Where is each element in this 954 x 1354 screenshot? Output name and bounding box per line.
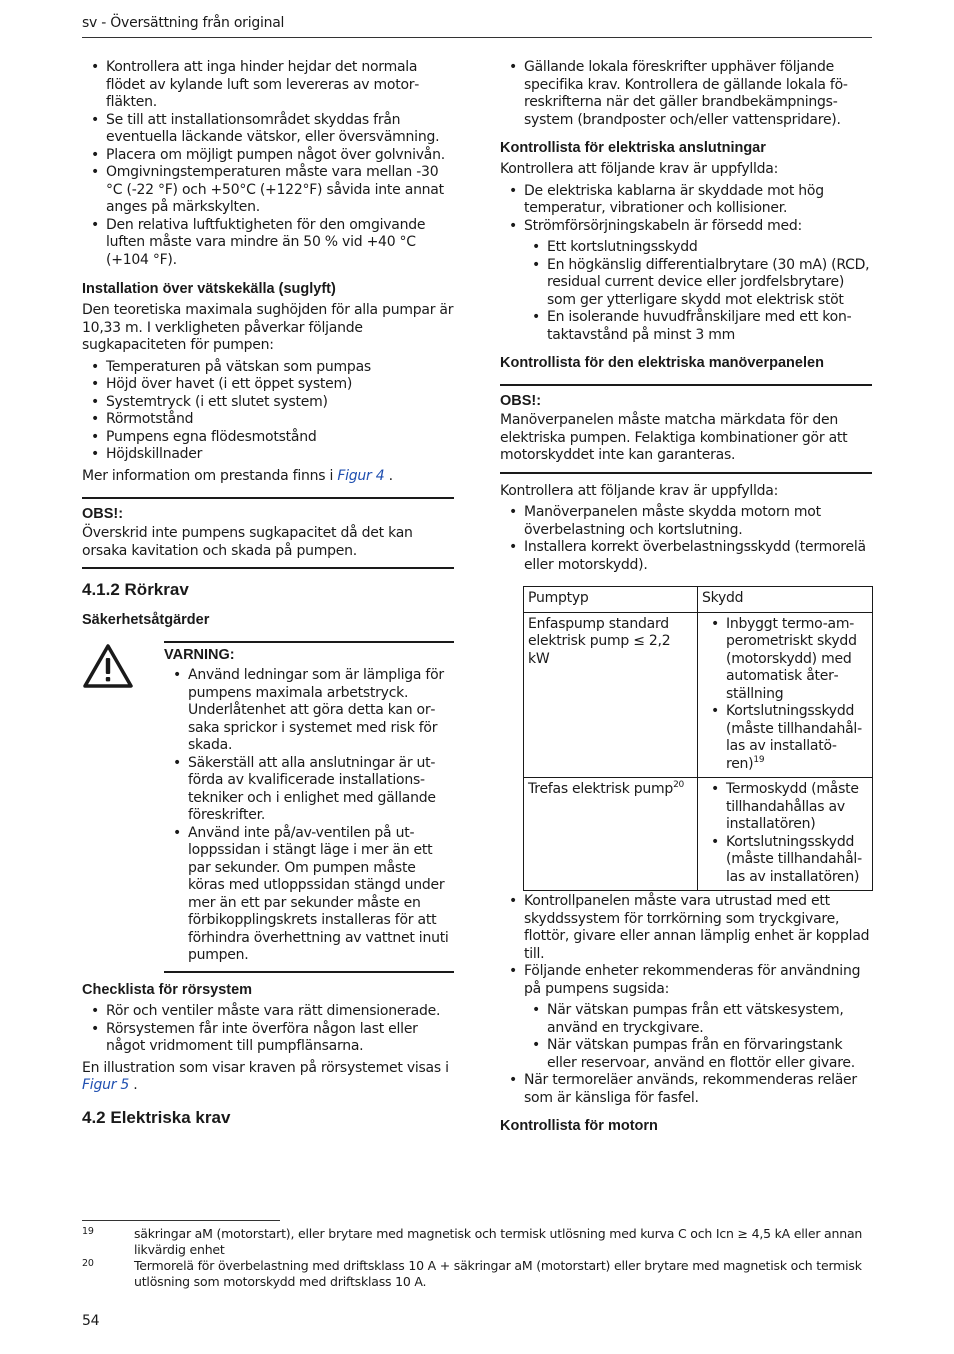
page-header: sv - Översättning från original [82,13,872,38]
list-item-text: Strömförsörjningskabeln är försedd med: [524,217,803,234]
obs-text: Manöverpanelen måste matcha märkdata för den elektriska pumpen. Felaktiga kombinationer gör att motorskyddet inte kan garanteras. [500,412,848,463]
electrical-connections-intro: Kontrollera att följande krav är uppfyllda: [500,161,779,177]
table-header-row [524,587,873,613]
more-info-text: Mer information om prestanda finns i [82,467,334,484]
motor-checklist-heading: Kontrollista för motorn [500,1118,658,1134]
footnote-number: 20 [82,1258,94,1269]
thermo-relay-list [500,1072,872,1107]
pipe-checklist [82,1003,454,1056]
more-info-paragraph [82,468,454,486]
control-panel-intro: Kontrollera att följande krav är uppfyllda: [500,482,779,499]
list-item-text: Kortslutningsskydd (måste tillhandahållas av installatören) [726,703,863,772]
footnote-ref: 19 [753,754,765,765]
safety-heading: Säkerhetsåtgärder [82,612,210,628]
obs-text: Överskrid inte pumpens sugkapacitet då det kan orsaka kavitation och skada på pumpen. [82,525,413,559]
list-item: • Installera korrekt överbelastningsskydd (termorelä eller motorskydd). [500,539,872,574]
list-item: • Gällande lokala föreskrifter upphäver följande specifika krav. Kontrollera de gällande lokala föreskrifterna när det gäller brandbekämpningssystem (brandposter och/eller vattenspridare). [500,59,872,129]
list-item: • Kortslutningsskydd (måste tillhandahållas av installatören) [702,834,868,887]
footnote-number: 19 [82,1226,94,1237]
warning-title: VARNING: [164,647,235,663]
list-item: • När vätskan pumpas från ett vätskesystem, använd en tryckgivare. [524,1002,872,1037]
electrical-connections-list [500,183,872,236]
list-item: • Placera om möjligt pumpen något över golvnivån. [82,147,454,165]
obs-note-panel [500,384,872,474]
after-table-list [500,893,872,998]
list-item: • Systemtryck (i ett slutet system) [82,394,454,412]
power-cable-sublist [524,239,872,344]
protection-table [523,586,873,891]
table-cell: Enfaspump standard elektrisk pump ≤ 2,2 kW [524,612,698,778]
list-item: • Rör och ventiler måste vara rätt dimensionerade. [82,1003,454,1021]
header-pump-type: Pumptyp [524,587,698,613]
control-panel-list [500,504,872,574]
list-item: • Omgivningstemperaturen måste vara mellan -30 °C (-22 °F) och +50°C (+122°F) såvida inte annat anges på märkskylten. [82,164,454,217]
list-item: • En högkänslig differentialbrytare (30 mA) (RCD, residual current device eller jordfelsbrytare) som ger ytterligare skydd mot elektrisk stöt [524,257,872,310]
header-protection: Skydd [698,587,873,613]
illustration-paragraph [82,1060,454,1095]
warning-list [164,667,454,965]
list-item: • Manöverpanelen måste skydda motorn mot överbelastning och kortslutning. [500,504,872,539]
suction-heading: Installation över vätskekälla (suglyft) [82,281,336,297]
list-item: • Rörsystemen får inte överföra någon last eller något vridmoment till pumpflänsarna. [82,1021,454,1056]
figure-4-link[interactable]: Figur 4 [337,467,385,484]
more-info-end: . [388,467,393,484]
list-item: • När vätskan pumpas från en förvaringstank eller reservoar, använd en flottör eller givare. [524,1037,872,1072]
list-item [500,218,872,236]
table-cell [524,778,698,891]
list-item: • Rörmotstånd [82,411,454,429]
illustration-end: . [133,1077,138,1093]
obs-note-suction [82,497,454,569]
section-heading-412: 4.1.2 Rörkrav [82,580,189,599]
figure-5-link[interactable]: Figur 5 [82,1077,130,1093]
footnote-text: Termorelä för överbelastning med driftsklass 10 A + säkringar aM (motorstart) eller brytare med magnetisk och termisk utlösning som motorskydd med driftsklass 10 A. [134,1258,862,1289]
obs-title: OBS!: [82,506,124,522]
protection-list [702,781,868,886]
list-item: • Använd ledningar som är lämpliga för pumpens maximala arbetstryck. Underlåtenhet att göra detta kan orsaka sprickor i systemet med risk för skada. [164,667,454,755]
obs-title: OBS!: [500,393,542,409]
suction-side-sublist [524,1002,872,1072]
protection-list [702,616,868,774]
list-item: • Den relativa luftfuktigheten för den omgivande luften måste vara mindre än 50 % vid +40 °C (+104 °F). [82,217,454,270]
left-column [82,59,454,1128]
list-item [702,703,868,773]
suction-paragraph: Den teoretiska maximala sughöjden för alla pumpar är 10,33 m. I verkligheten påverkar följande sugkapaciteten för pumpen: [82,302,454,353]
illustration-text: En illustration som visar kraven på rörsystemet visas i [82,1059,449,1076]
environment-list [82,59,454,269]
list-item: • När termoreläer används, rekommenderas reläer som är känsliga för fasfel. [500,1072,872,1107]
cell-text: Trefas elektrisk pump [528,781,674,797]
warning-triangle-icon [82,643,134,689]
list-item: • Höjdskillnader [82,446,454,464]
footnote-divider [82,1220,280,1221]
list-item: • Pumpens egna flödesmotstånd [82,429,454,447]
suction-factors-list [82,359,454,464]
list-item: • Inbyggt termo-amperometriskt skydd (motorskydd) med automatisk återställning [702,616,868,704]
list-item: • Höjd över havet (i ett öppet system) [82,376,454,394]
list-item: • Se till att installationsområdet skyddas från eventuella läckande vätskor, eller översvämning. [82,112,454,147]
page-number: 54 [82,1313,100,1329]
table-row [524,612,873,778]
list-item: • En isolerande huvudfrånskiljare med ett kontaktavstånd på minst 3 mm [524,309,872,344]
table-cell [698,612,873,778]
list-item: • Säkerställ att alla anslutningar är utförda av kvalificerade installationstekniker och i enlighet med gällande föreskrifter. [164,755,454,825]
footnote-text: säkringar aM (motorstart), eller brytare med magnetisk och termisk utlösning med kurva C och Icn ≥ 4,5 kA eller annan likvärdig enhet [134,1226,863,1257]
table-row [524,778,873,891]
list-item: • Kontrollpanelen måste vara utrustad med ett skyddssystem för torrkörning som tryckgivare, flottör, givare eller annan lämplig enhet är kopplad till. [500,893,872,963]
right-column [500,59,872,1135]
control-panel-heading: Kontrollista för den elektriska manöverpanelen [500,355,824,371]
list-item: • Använd inte på/av-ventilen på utloppssidan i stängt läge i mer än ett par sekunder. Om pumpen måste köras med utloppssidan stängd under mer än ett par sekunder måste en förbikopplingskrets installeras för att förhindra överhettning av vattnet inuti pumpen. [164,825,454,965]
electrical-connections-heading: Kontrollista för elektriska anslutningar [500,140,766,156]
list-item: • Temperaturen på vätskan som pumpas [82,359,454,377]
list-item: • De elektriska kablarna är skyddade mot hög temperatur, vibrationer och kollisioner. [500,183,872,218]
footnote-ref: 20 [673,780,685,790]
pipe-checklist-heading: Checklista för rörsystem [82,982,253,998]
table-cell [698,778,873,891]
list-item: • Kontrollera att inga hinder hejdar det normala flödet av kylande luft som levereras av motorfläkten. [82,59,454,112]
warning-block [82,641,454,973]
warning-box [164,641,454,973]
list-item: • Följande enheter rekommenderas för användning på pumpens sugsida: [500,963,872,998]
list-item: • Termoskydd (måste tillhandahållas av installatören) [702,781,868,834]
list-item: • Ett kortslutningsskydd [524,239,872,257]
section-heading-42: 4.2 Elektriska krav [82,1107,231,1127]
local-regulations-list [500,59,872,129]
